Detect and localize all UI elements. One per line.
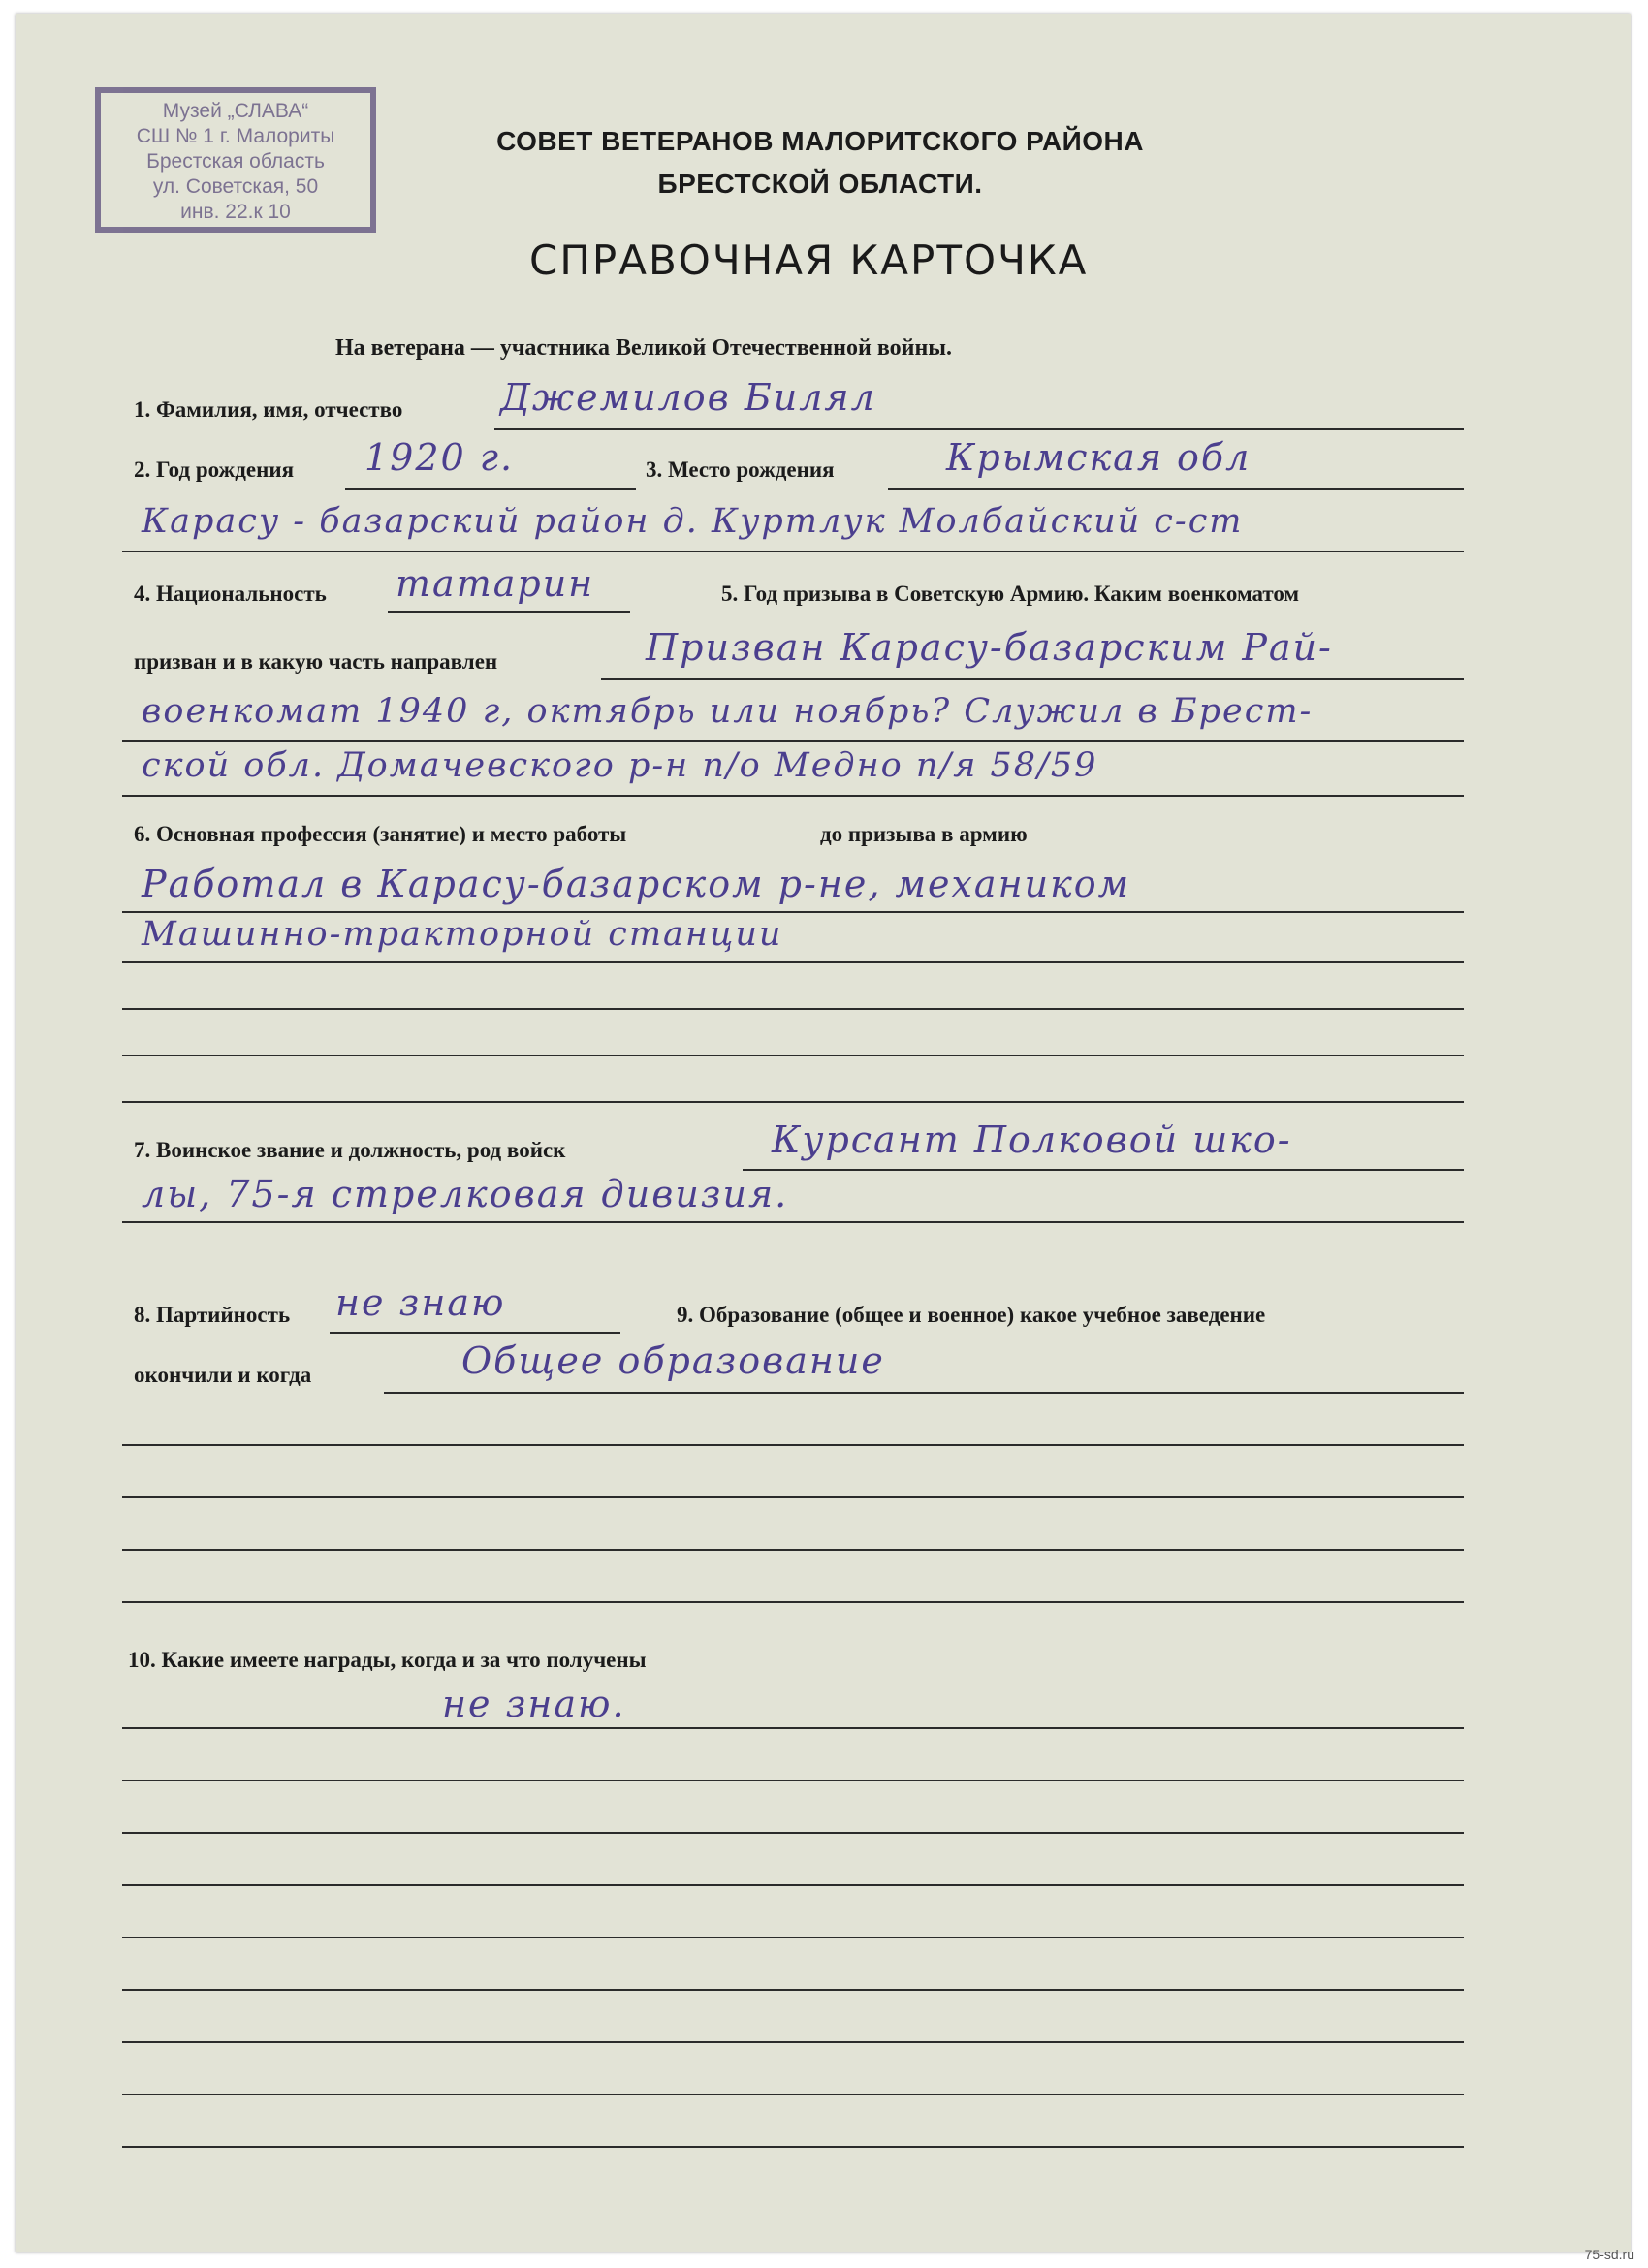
field-10-rule-2 [122,1780,1464,1781]
field-7-value-cont: лы, 75-я стрелковая дивизия. [142,1173,789,1215]
field-4-label: 4. Национальность [134,582,327,606]
field-6-rule-5 [122,1101,1464,1103]
field-3-label: 3. Место рождения [646,457,835,482]
field-9-rule-4 [122,1549,1464,1551]
document-page [16,14,1631,2252]
field-9-rule [384,1392,1464,1394]
organization-region: БРЕСТСКОЙ ОБЛАСТИ. [657,169,983,199]
field-6-value: Работал в Карасу-базарском р-не, механиком [142,863,1131,905]
field-8-label: 8. Партийность [134,1303,291,1327]
field-10-rule-8 [122,2094,1464,2095]
stamp-line: ул. Советская, 50 [152,175,319,198]
field-10-rule-7 [122,2041,1464,2043]
field-10-value: не знаю. [442,1683,626,1725]
museum-stamp [95,87,376,233]
field-3-value: Крымская обл [946,436,1252,479]
site-watermark: 75-sd.ru [1584,2247,1634,2262]
field-6-rule-4 [122,1055,1464,1056]
field-6-rule-2 [122,961,1464,963]
field-4-rule [388,611,630,613]
field-6-rule-1 [122,911,1464,913]
field-8-rule [330,1332,620,1334]
field-9-label: 9. Образование (общее и военное) какое учебное заведение [677,1303,1266,1327]
field-2-value: 1920 г. [364,436,515,479]
field-6-label-cont: до призыва в армию [820,822,1028,846]
field-3-rule [888,488,1464,490]
field-7-label: 7. Воинское звание и должность, род войск [134,1138,566,1162]
field-5-value: Призван Карасу-базарским Рай- [646,626,1333,669]
field-5-label-cont: призван и в какую часть направлен [134,649,498,674]
field-9-rule-3 [122,1496,1464,1498]
field-10-rule-3 [122,1832,1464,1834]
field-6-rule-3 [122,1008,1464,1010]
field-6-label: 6. Основная профессия (занятие) и место работы [134,822,627,846]
field-6-value-cont: Машинно-тракторной станции [142,915,783,954]
field-2-label: 2. Год рождения [134,457,295,482]
field-7-rule-2 [122,1221,1464,1223]
field-9-rule-5 [122,1601,1464,1603]
field-5-rule [601,678,1464,680]
field-7-value: Курсант Полковой шко- [772,1118,1292,1161]
field-10-rule-1 [122,1727,1464,1729]
field-9-rule-2 [122,1444,1464,1446]
field-2-rule [345,488,636,490]
field-10-rule-4 [122,1884,1464,1886]
field-1-value: Джемилов Билял [500,376,876,419]
field-7-rule [743,1169,1464,1171]
stamp-line: Музей „СЛАВА“ [162,100,309,122]
field-3-value-cont: Карасу - базарский район д. Куртлук Молбайский с-ст [142,502,1244,541]
field-1-rule [494,428,1464,430]
field-8-value: не знаю [335,1281,506,1324]
field-5-rule-2 [122,740,1464,742]
field-5-label: 5. Год призыва в Советскую Армию. Каким военкоматом [721,582,1300,606]
field-10-rule-9 [122,2146,1464,2148]
field-3-rule-2 [122,551,1464,552]
field-9-value: Общее образование [461,1339,885,1382]
field-10-rule-5 [122,1937,1464,1938]
field-5-value-line2: военкомат 1940 г, октябрь или ноябрь? Служил в Брест- [142,692,1314,731]
stamp-line: Брестская область [146,150,325,173]
stamp-line: СШ № 1 г. Малориты [136,125,335,147]
field-10-rule-6 [122,1989,1464,1991]
field-5-value-line3: ской обл. Домачевского р-н п/о Медно п/я 58/59 [142,746,1098,785]
document-subtitle: На ветерана — участника Великой Отечественной войны. [335,335,953,361]
document-title: СПРАВОЧНАЯ КАРТОЧКА [529,236,1089,284]
field-1-label: 1. Фамилия, имя, отчество [134,397,403,422]
organization-name: СОВЕТ ВЕТЕРАНОВ МАЛОРИТСКОГО РАЙОНА [496,126,1144,156]
field-4-value: татарин [396,562,595,605]
stamp-line: инв. 22.к 10 [180,201,291,223]
field-9-label-cont: окончили и когда [134,1363,312,1387]
field-5-rule-3 [122,795,1464,797]
field-10-label: 10. Какие имеете награды, когда и за что получены [128,1648,647,1672]
